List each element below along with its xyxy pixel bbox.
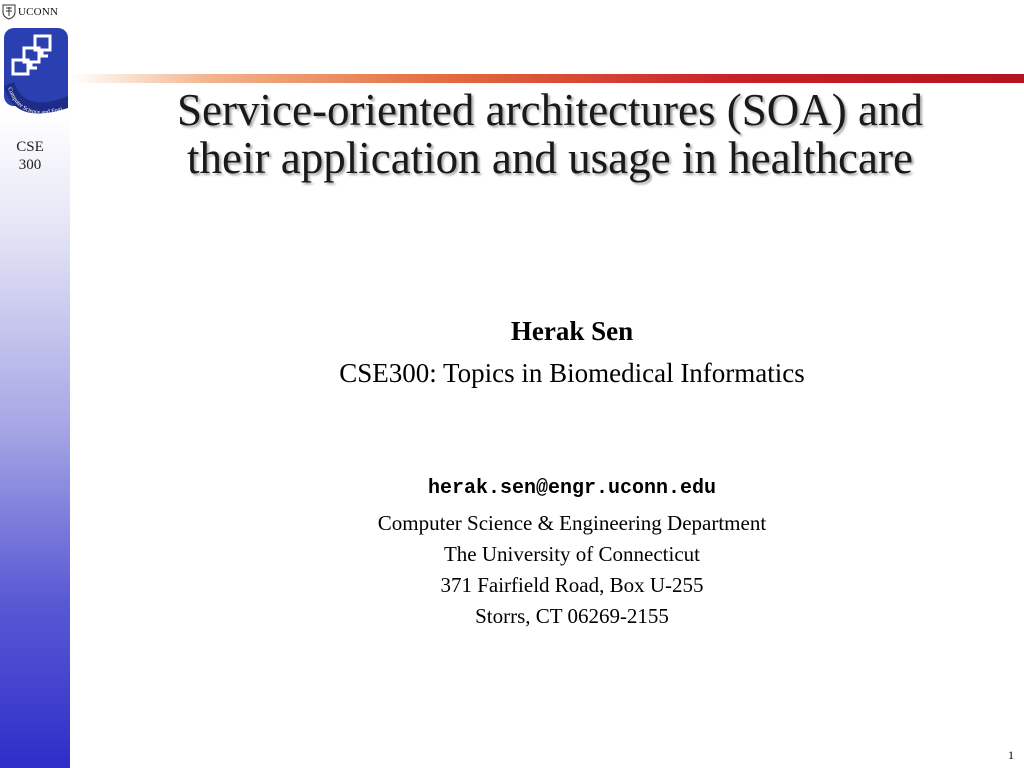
address-line: Storrs, CT 06269-2155: [475, 604, 669, 628]
uconn-logo: [2, 2, 72, 22]
course-name: CSE300: Topics in Biomedical Informatics: [339, 358, 805, 388]
course-badge: [0, 138, 60, 174]
cse-department-logo-icon: [2, 26, 70, 126]
address-line: Computer Science & Engineering Department: [377, 511, 767, 535]
course-badge-line-2: 300: [18, 157, 42, 173]
author-email: herak.sen@engr.uconn.edu: [427, 477, 717, 500]
course-badge-line-1: CSE: [16, 139, 44, 155]
address-line: The University of Connecticut: [443, 542, 701, 566]
author-name: Herak Sen: [510, 316, 634, 346]
slide-title-line-2: their application and usage in healthcare: [187, 133, 913, 183]
sidebar: [0, 0, 70, 768]
slide-number: 1: [1008, 748, 1014, 762]
dept-logo-text: Computer Science and Engi: [6, 86, 64, 116]
uconn-seal-icon: [2, 4, 16, 20]
slide-title-line-1: Service-oriented architectures (SOA) and: [177, 85, 923, 135]
title-accent-bar: [70, 74, 1024, 83]
uconn-wordmark: UCONN: [18, 6, 59, 18]
slide-title: [100, 86, 1000, 182]
address-line: 371 Fairfield Road, Box U-255: [440, 573, 704, 597]
address-block: [200, 508, 944, 632]
